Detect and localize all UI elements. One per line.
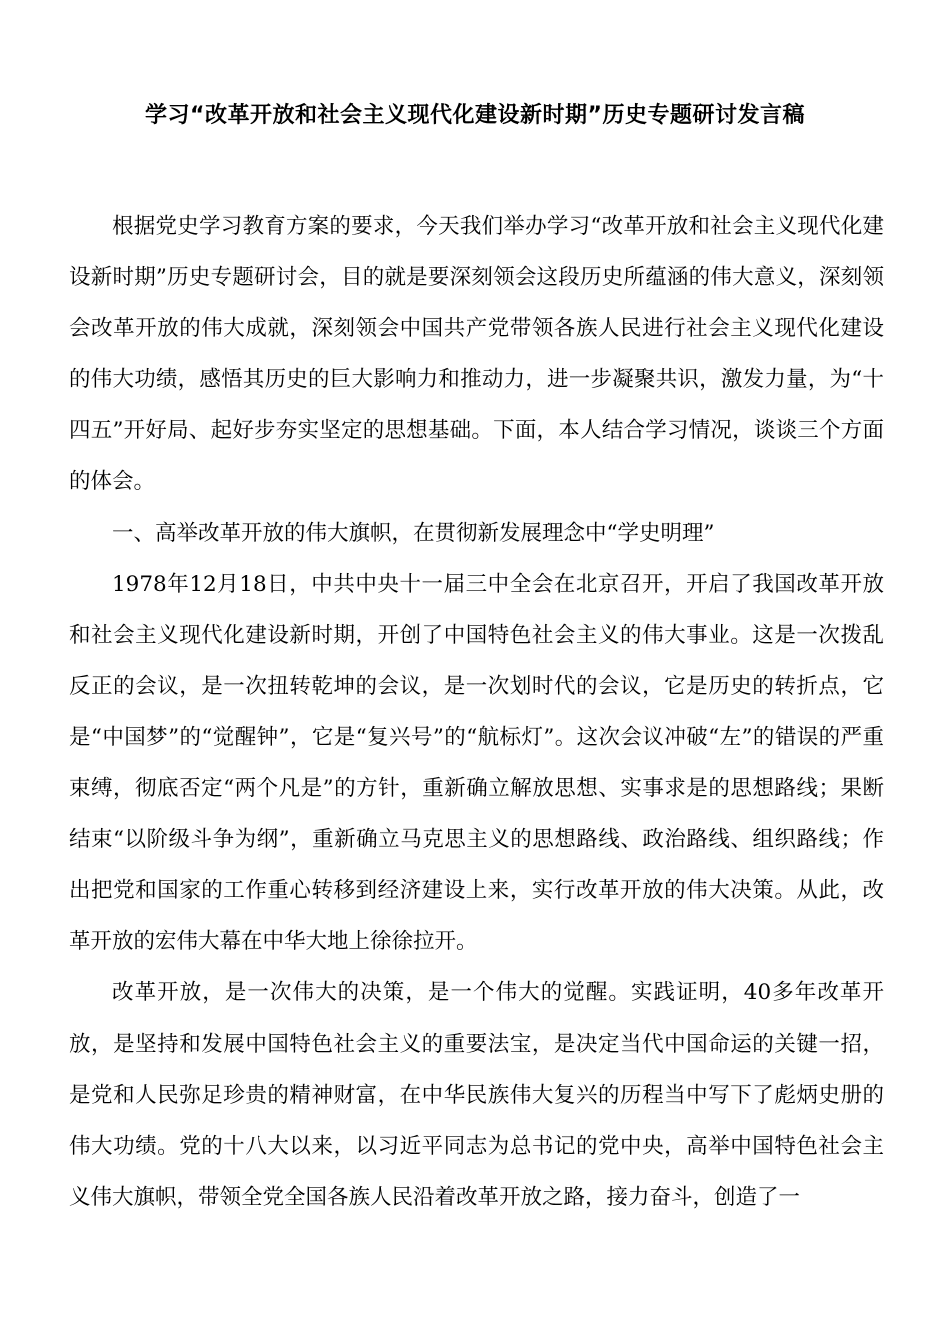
paragraph-1978-plenum: 1978年12月18日，中共中央十一届三中全会在北京召开，开启了我国改革开放和社会主义现代化建设新时期，开创了中国特色社会主义的伟大事业。这是一次拨乱反正的会议，是一次扭转乾坤的会议，是一次划时代的会议，它是历史的转折点，它是“中国梦”的“觉醒钟”，它是“复兴号”的“航标灯”。这次会议冲破“左”的错误的严重束缚，彻底否定“两个凡是”的方针，重新确立解放思想、实事求是的思想路线；果断结束“以阶级斗争为纲”，重新确立马克思主义的思想路线、政治路线、组织路线；作出把党和国家的工作重心转移到经济建设上来，实行改革开放的伟大决策。从此，改革开放的宏伟大幕在中华大地上徐徐拉开。 [69,571,884,955]
document-body [69,201,884,1223]
paragraph-reform-opening: 改革开放，是一次伟大的决策，是一个伟大的觉醒。实践证明，40多年改革开放，是坚持和发展中国特色社会主义的重要法宝，是决定当代中国命运的关键一招，是党和人民弥足珍贵的精神财富，在中华民族伟大复兴的历程当中写下了彪炳史册的伟大功绩。党的十八大以来，以习近平同志为总书记的党中央，高举中国特色社会主义伟大旗帜，带领全党全国各族人民沿着改革开放之路，接力奋斗，创造了一 [69,980,884,1210]
paragraph-intro: 根据党史学习教育方案的要求，今天我们举办学习“改革开放和社会主义现代化建设新时期”历史专题研讨会，目的就是要深刻领会这段历史所蕴涵的伟大意义，深刻领会改革开放的伟大成就，深刻领会中国共产党带领各族人民进行社会主义现代化建设的伟大功绩，感悟其历史的巨大影响力和推动力，进一步凝聚共识，激发力量，为“十四五”开好局、起好步夯实坚定的思想基础。下面，本人结合学习情况，谈谈三个方面的体会。 [69,214,884,495]
document-title: 学习“改革开放和社会主义现代化建设新时期”历史专题研讨发言稿 [145,103,805,128]
section-heading-1: 一、高举改革开放的伟大旗帜，在贯彻新发展理念中“学史明理” [112,520,715,546]
